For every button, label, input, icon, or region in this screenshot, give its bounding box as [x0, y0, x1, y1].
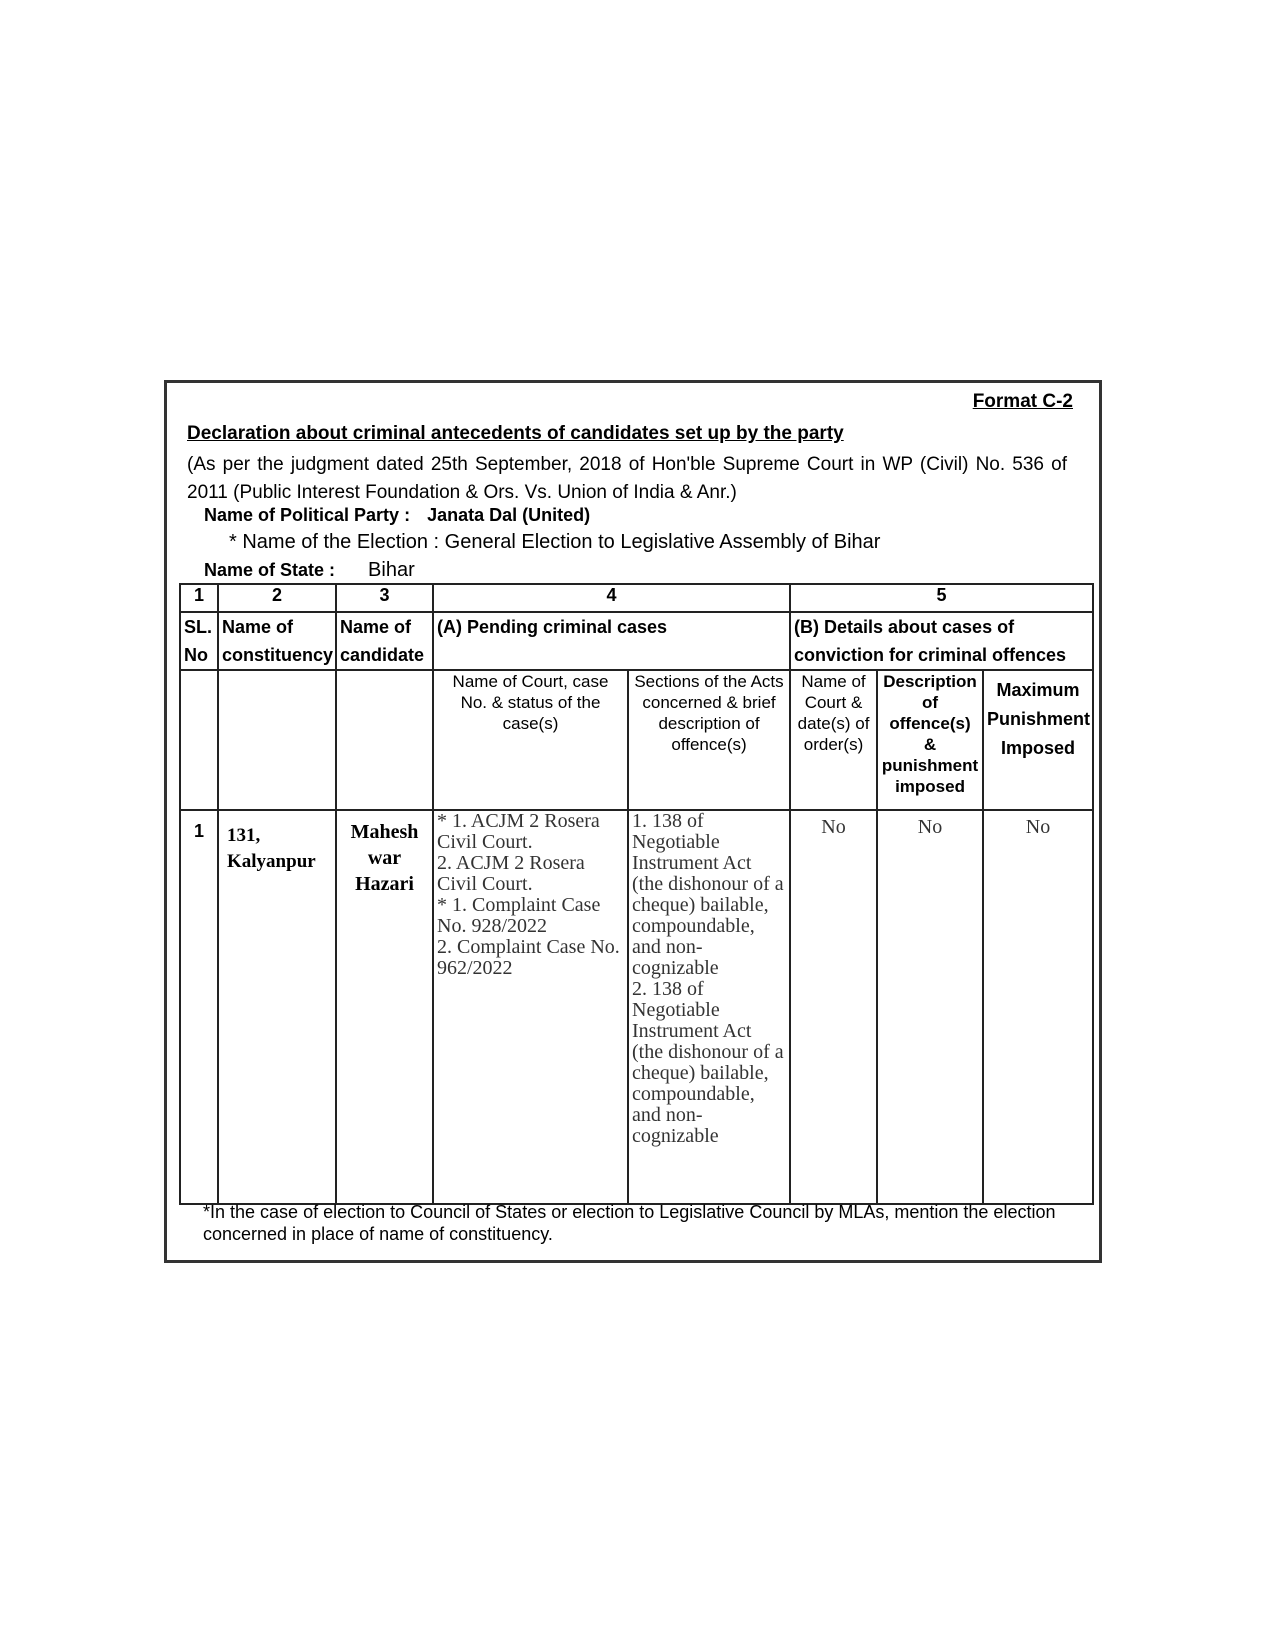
- election-name: * Name of the Election : General Election to Legislative Assembly of Bihar: [229, 531, 881, 553]
- empty-cell: [218, 670, 336, 810]
- subheader-sections: Sections of the Acts concerned & brief description of offence(s): [628, 670, 790, 810]
- cell-sections: 1. 138 of Negotiable Instrument Act (the dishonour of a cheque) bailable, compoundable, and non-cognizable 2. 138 of Negotiable Instrument Act (the dishonour of a cheque) bailable, compoundable, and non-cognizable: [628, 810, 790, 1204]
- cell-description: No: [877, 810, 983, 1204]
- col-number: 1: [180, 584, 218, 612]
- state-value: Bihar: [368, 559, 415, 581]
- judgment-reference: (As per the judgment dated 25th September, 2018 of Hon'ble Supreme Court in WP (Civil) No. 536 of 2011 (Public Interest Foundation & Ors. Vs. Union of India & Anr.): [187, 454, 1067, 503]
- footnote: *In the case of election to Council of States or election to Legislative Council by MLAs, mention the election concerned in place of name of constituency.: [203, 1202, 1056, 1244]
- subheader-description: Description of offence(s) & punishment imposed: [877, 670, 983, 810]
- header-conviction: (B) Details about cases of conviction for criminal offences: [790, 612, 1093, 670]
- table-row: [180, 810, 1093, 1204]
- declaration-form: [164, 380, 1102, 1263]
- header-candidate: Name of candidate: [336, 612, 433, 670]
- column-number-row: [180, 584, 1093, 612]
- subheader-max-punishment: Maximum Punishment Imposed: [983, 670, 1093, 810]
- header-constituency: Name of constituency: [218, 612, 336, 670]
- party-label: Name of Political Party :: [204, 505, 411, 525]
- format-label: Format C-2: [972, 391, 1073, 412]
- criminal-antecedents-table: [179, 583, 1094, 1205]
- party-value: Janata Dal (United): [427, 505, 591, 525]
- header-pending-cases: (A) Pending criminal cases: [433, 612, 790, 670]
- empty-cell: [336, 670, 433, 810]
- state-name: [204, 559, 415, 582]
- state-label: Name of State :: [204, 560, 336, 580]
- political-party: [204, 505, 590, 526]
- subheader-court-date: Name of Court & date(s) of order(s): [790, 670, 877, 810]
- cell-court-date: No: [790, 810, 877, 1204]
- cell-court-case: * 1. ACJM 2 Rosera Civil Court. 2. ACJM 2 Rosera Civil Court. * 1. Complaint Case No. 928/2022 2. Complaint Case No. 962/2022: [433, 810, 628, 1204]
- col-number: 5: [790, 584, 1093, 612]
- form-title: Declaration about criminal antecedents of candidates set up by the party: [187, 423, 844, 444]
- cell-candidate: Mahesh war Hazari: [336, 810, 433, 1204]
- header-sl: SL. No: [180, 612, 218, 670]
- header-row: [180, 612, 1093, 670]
- cell-sl: 1: [180, 810, 218, 1204]
- col-number: 3: [336, 584, 433, 612]
- cell-constituency: 131, Kalyanpur: [218, 810, 336, 1204]
- empty-cell: [180, 670, 218, 810]
- col-number: 4: [433, 584, 790, 612]
- col-number: 2: [218, 584, 336, 612]
- subheader-court-case: Name of Court, case No. & status of the case(s): [433, 670, 628, 810]
- cell-max-punishment: No: [983, 810, 1093, 1204]
- subheader-row: [180, 670, 1093, 810]
